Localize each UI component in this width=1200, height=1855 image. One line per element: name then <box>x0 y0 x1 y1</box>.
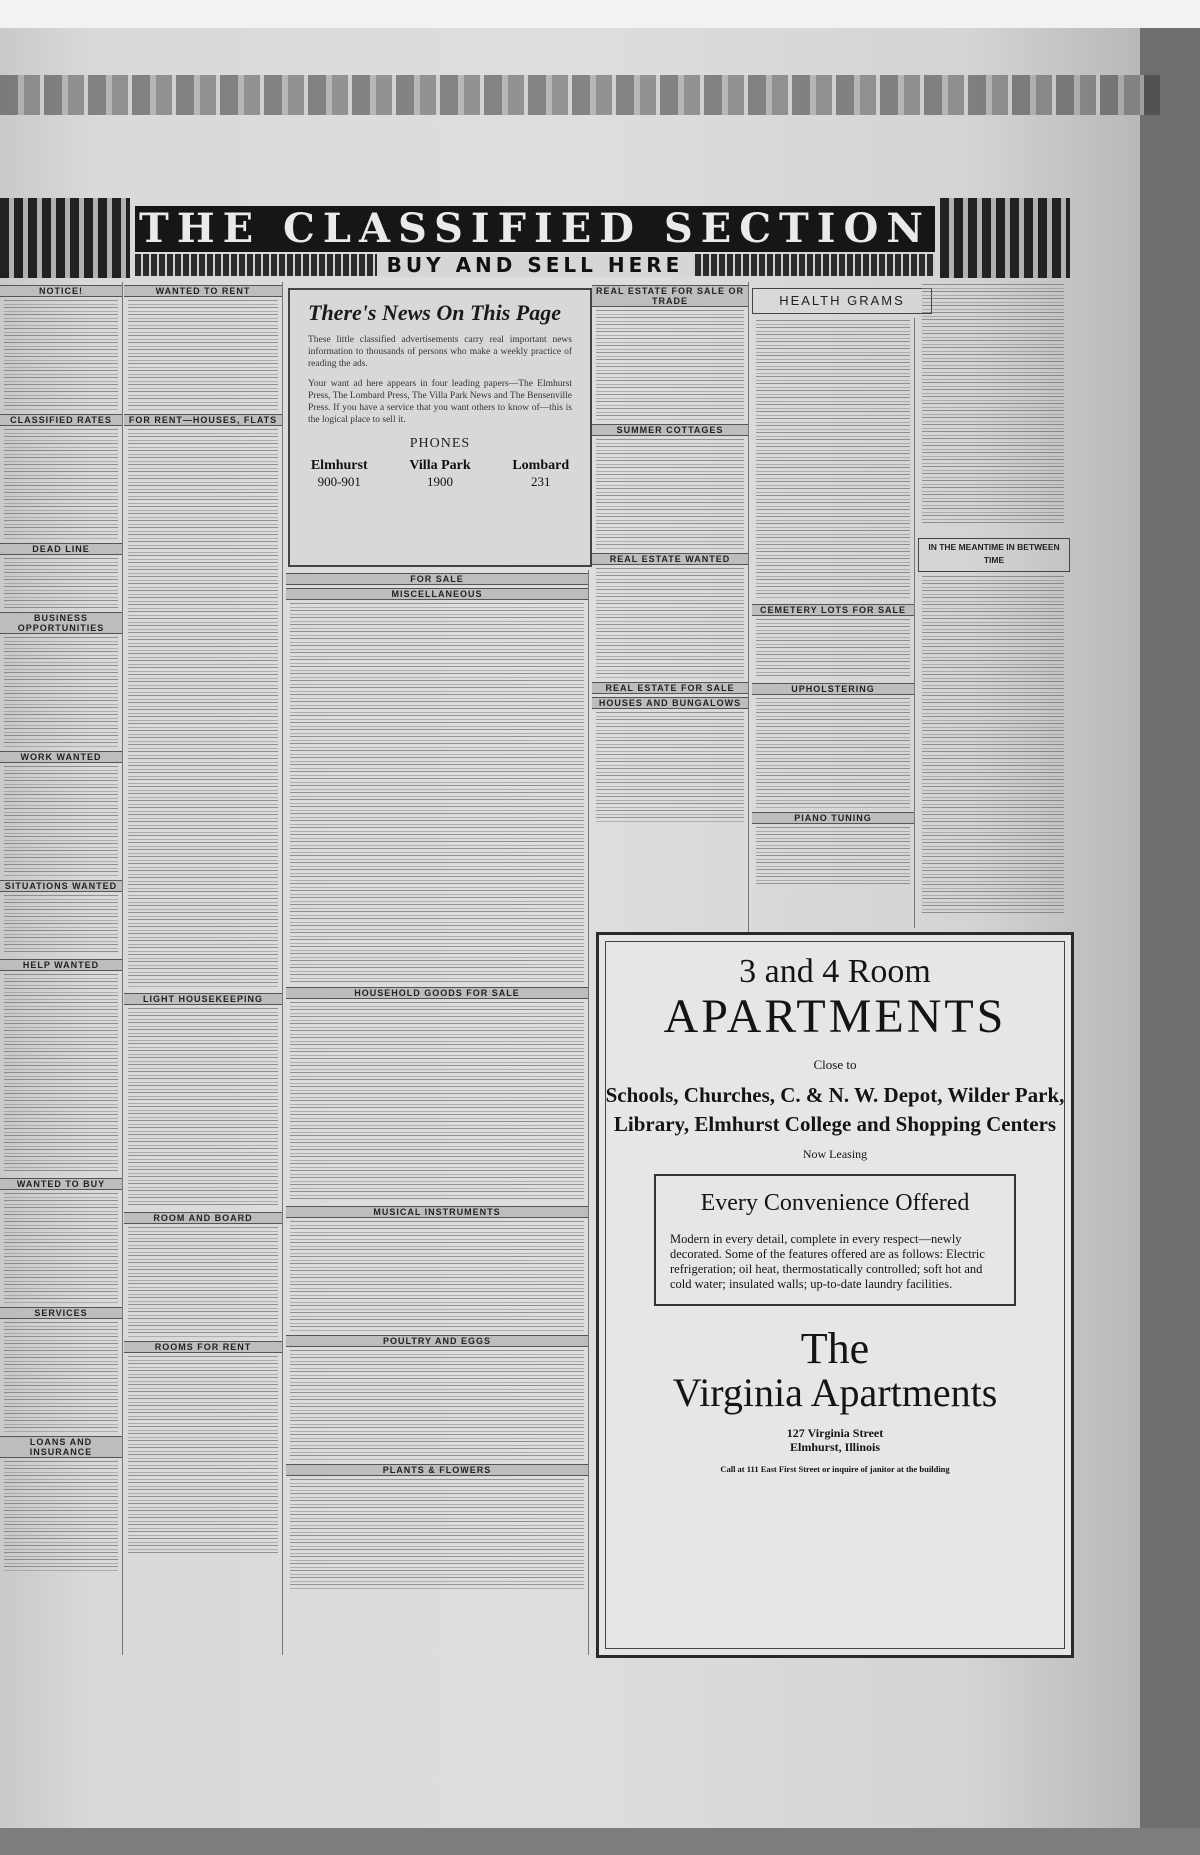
section-head: REAL ESTATE FOR SALE <box>592 682 748 694</box>
ad-text-block <box>4 1322 118 1432</box>
section-head: WORK WANTED <box>0 751 122 763</box>
section-head: REAL ESTATE FOR SALE OR TRADE <box>592 285 748 307</box>
ad-text-block <box>290 603 584 983</box>
ad-text-block <box>922 576 1064 916</box>
section-head: ROOM AND BOARD <box>124 1212 282 1224</box>
phone-entry <box>311 458 368 490</box>
section-head: LIGHT HOUSEKEEPING <box>124 993 282 1005</box>
ad-the: The <box>800 1324 870 1373</box>
column-3 <box>286 570 589 1655</box>
ad-name: Virginia Apartments <box>672 1370 998 1415</box>
ad-convenience-heading: Every Convenience Offered <box>700 1190 970 1216</box>
phone-entry <box>512 458 569 490</box>
news-box <box>288 288 592 567</box>
ad-text-block <box>128 1356 278 1556</box>
column-4 <box>592 282 749 932</box>
ad-now-leasing: Now Leasing <box>802 1147 868 1161</box>
news-box-body-1: These little classified advertisements carry real important news information to thousands of persons who make a weekly practice of reading the ads. <box>308 335 572 369</box>
meantime-box: IN THE MEANTIME IN BETWEEN TIME <box>918 538 1070 572</box>
ad-text-block <box>290 1221 584 1331</box>
section-head: WANTED TO BUY <box>0 1178 122 1190</box>
section-head: SERVICES <box>0 1307 122 1319</box>
phones-label: PHONES <box>409 436 471 451</box>
scan-top-band <box>0 0 1200 28</box>
news-box-body-2: Your want ad here appears in four leading papers—The Elmhurst Press, The Lombard Press, The Villa Park News and The Bensenville Press. If you have a service that you want others to know of—this is the logical place to sell it. <box>308 379 572 425</box>
ad-text-block <box>290 1002 584 1202</box>
phone-entry <box>409 458 470 490</box>
ad-places: Schools, Churches, C. & N. W. Depot, Wilder Park, Library, Elmhurst College and Shopping Centers <box>605 1083 1065 1136</box>
section-head: POULTRY AND EGGS <box>286 1335 588 1347</box>
ad-text-block <box>922 284 1064 524</box>
ad-text-block <box>756 320 910 600</box>
ad-call: Call at 111 East First Street or inquire of janitor at the building <box>720 1464 950 1474</box>
ad-city: Elmhurst, Illinois <box>789 1440 881 1454</box>
ad-text-block <box>756 827 910 887</box>
ad-text-block <box>4 974 118 1174</box>
news-box-heading: There's News On This Page <box>308 300 561 325</box>
ad-text-block <box>128 1227 278 1337</box>
ad-text-block <box>596 439 744 549</box>
ad-address: 127 Virginia Street <box>786 1426 884 1440</box>
ad-text-block <box>290 1350 584 1460</box>
section-head: SITUATIONS WANTED <box>0 880 122 892</box>
ad-text-block <box>596 568 744 678</box>
ad-text-block <box>4 637 118 747</box>
ad-text-block <box>596 712 744 822</box>
section-head: DEAD LINE <box>0 543 122 555</box>
section-head: ROOMS FOR RENT <box>124 1341 282 1353</box>
phones-table <box>290 458 590 490</box>
section-head: HOUSEHOLD GOODS FOR SALE <box>286 987 588 999</box>
ad-text-block <box>4 1193 118 1303</box>
ad-text-block <box>596 310 744 420</box>
masthead-subtitle-bar <box>135 254 935 276</box>
section-head: MUSICAL INSTRUMENTS <box>286 1206 588 1218</box>
phone-number: 1900 <box>426 474 453 489</box>
column-2 <box>124 282 283 1655</box>
ad-text-block <box>4 1461 118 1571</box>
section-head: HOUSES AND BUNGALOWS <box>592 697 748 709</box>
ad-text-block <box>290 1479 584 1589</box>
torn-top-strip <box>0 75 1160 115</box>
masthead-figures-right <box>940 198 1070 278</box>
section-head: LOANS AND INSURANCE <box>0 1436 122 1458</box>
section-head: FOR SALE <box>286 573 588 585</box>
ad-text-block <box>4 766 118 876</box>
ad-close-to: Close to <box>813 1057 857 1072</box>
column-5 <box>752 318 915 928</box>
column-6-bottom <box>918 574 1068 926</box>
phone-number: 900-901 <box>317 474 361 489</box>
masthead-title: THE CLASSIFIED SECTION <box>135 206 935 252</box>
phone-town: Villa Park <box>409 458 471 473</box>
section-head: WANTED TO RENT <box>124 285 282 297</box>
apartments-ad <box>596 932 1074 1658</box>
ad-apartments-title: APARTMENTS <box>663 990 1007 1043</box>
section-head: UPHOLSTERING <box>752 683 914 695</box>
section-head: REAL ESTATE WANTED <box>592 553 748 565</box>
phone-town: Elmhurst <box>310 458 368 473</box>
ad-convenience-text: Modern in every detail, complete in every respect—newly decorated. Some of the features offered are as follows: Electric refrigeration; oil heat, thermostatically controlled; soft hot and cold water; insulated walls; up-to-date laundry facilities. <box>670 1232 985 1291</box>
health-grams-box: HEALTH GRAMS <box>752 288 932 314</box>
column-6-top <box>918 282 1068 532</box>
apartments-ad-border <box>605 941 1065 1649</box>
ad-text-block <box>4 558 118 608</box>
ad-rooms: 3 and 4 Room <box>739 953 931 990</box>
scan-right-edge <box>1140 28 1200 1828</box>
ad-text-block <box>128 1008 278 1208</box>
section-head: BUSINESS OPPORTUNITIES <box>0 612 122 634</box>
masthead-figures-left <box>0 198 130 278</box>
masthead <box>0 198 1068 278</box>
ad-text-block <box>4 300 118 410</box>
section-head: NOTICE! <box>0 285 122 297</box>
section-head: PLANTS & FLOWERS <box>286 1464 588 1476</box>
ad-text-block <box>4 895 118 955</box>
phone-number: 231 <box>530 474 551 489</box>
ad-text-block <box>128 429 278 989</box>
masthead-subtitle: BUY AND SELL HERE <box>377 253 694 277</box>
section-head: PIANO TUNING <box>752 812 914 824</box>
column-1 <box>0 282 123 1655</box>
section-head: HELP WANTED <box>0 959 122 971</box>
phone-town: Lombard <box>512 458 570 473</box>
ad-text-block <box>4 429 118 539</box>
section-head: SUMMER COTTAGES <box>592 424 748 436</box>
section-head: FOR RENT—HOUSES, FLATS <box>124 414 282 426</box>
section-head: MISCELLANEOUS <box>286 588 588 600</box>
ad-text-block <box>756 698 910 808</box>
ad-text-block <box>128 300 278 410</box>
section-head: CEMETERY LOTS FOR SALE <box>752 604 914 616</box>
section-head: CLASSIFIED RATES <box>0 414 122 426</box>
ad-text-block <box>756 619 910 679</box>
